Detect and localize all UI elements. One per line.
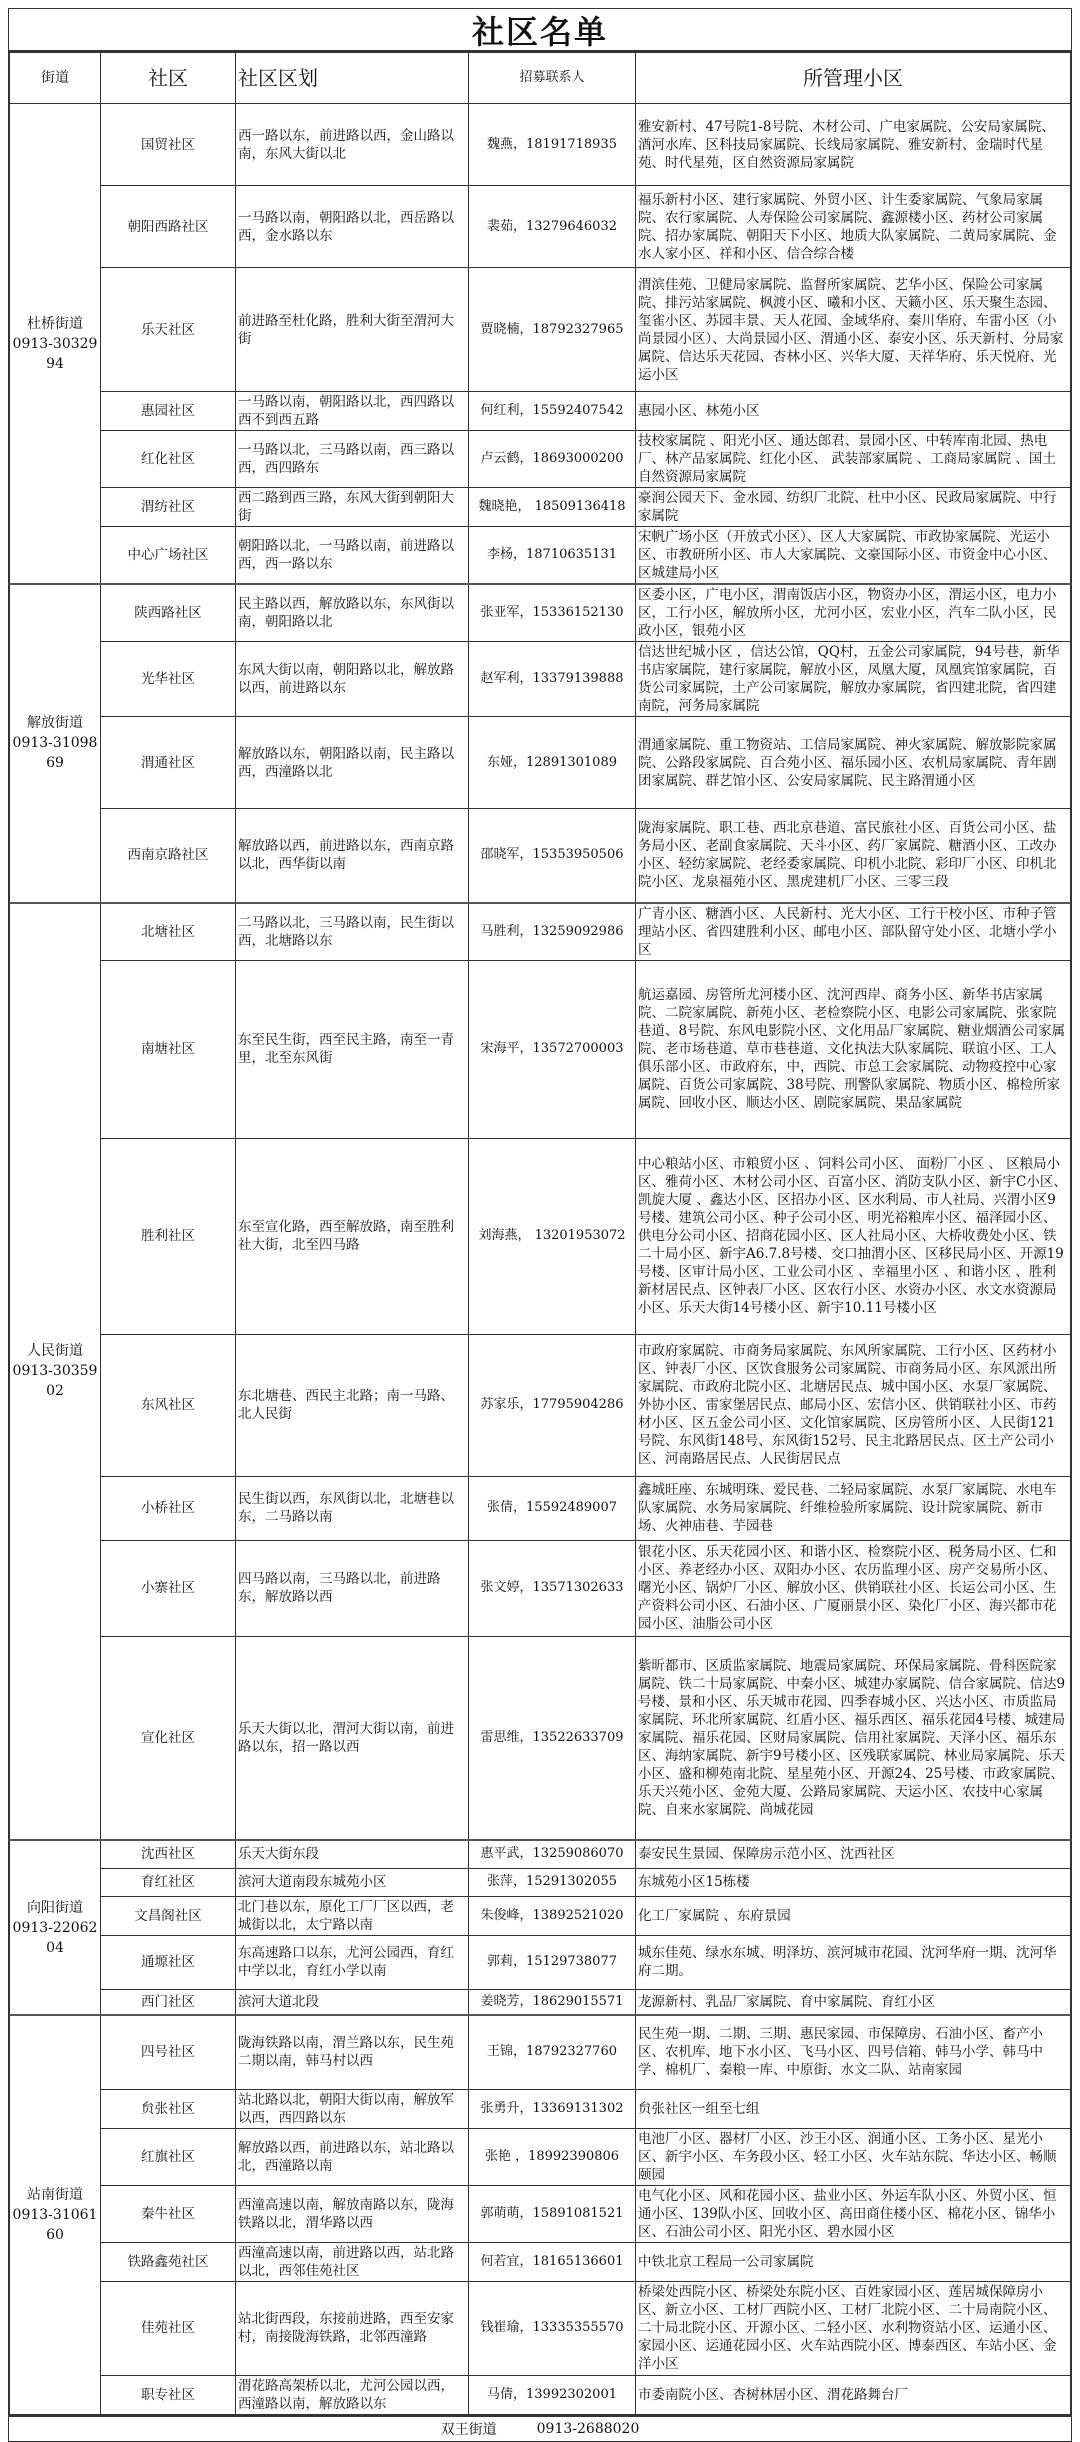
street-name: 杜桥街道 (27, 315, 83, 332)
community-area: 东风大街以南，朝阳路以北，解放路以西，前进路以东 (236, 642, 469, 717)
table-row (10, 488, 1071, 527)
recruit-contact: 刘海燕， 13201953072 (469, 1138, 636, 1334)
community-area: 四马路以南，三马路以北，前进路东，解放路以西 (236, 1540, 469, 1636)
recruit-contact: 魏晓艳， 18509136418 (469, 488, 636, 527)
recruit-contact: 张艳 ，18992390806 (469, 2128, 636, 2185)
community-area: 西潼高速以南，解放南路以东，陇海铁路以北，渭华路以西 (236, 2185, 469, 2242)
community-name: 小桥社区 (101, 1476, 236, 1540)
managed-estates: 桥梁处西院小区、桥梁处东院小区、百姓家园小区、莲居城保障房小区、新立小区、工材厂西院小区、工材厂北院小区、二十局南院小区、二十局北院小区、开源小区、二轻小区、水利物资站小区、运通小区、家园小区、运通花园小区、火车站西院小区、博泰西区、车站小区、金洋小区 (636, 2281, 1071, 2375)
table-row (10, 431, 1071, 488)
table-row (10, 1989, 1071, 2015)
table-row (10, 584, 1071, 642)
community-area: 渭花路高架桥以北，尤河公园以西，西潼路以南，解放路以东 (236, 2375, 469, 2414)
managed-estates: 鑫城旺座、东城明珠、爱民巷、二轻局家属院、水泵厂家属院、水电车队家属院、水务局家属院、纤维检验所家属院、设计院家属院、新市场、火神庙巷、芋园巷 (636, 1476, 1071, 1540)
table-row (10, 717, 1071, 809)
table-row (10, 1334, 1071, 1476)
managed-estates: 技校家属院 、阳光小区、通达郎君、景园小区、中转库南北园、热电厂、林产品家属院、红化小区、 武装部家属院 、工商局家属院 、国土自然资源局家属院 (636, 431, 1071, 488)
street-name: 人民街道 (27, 1343, 83, 1360)
community-name: 乐天社区 (101, 268, 236, 392)
recruit-contact: 马胜利，13259092986 (469, 903, 636, 961)
recruit-contact: 何若宜，18165136601 (469, 2242, 636, 2281)
managed-estates: 化工厂家属院 、东府景园 (636, 1896, 1071, 1935)
community-area: 东高速路口以东，尤河公园西，育红中学以北，育红小学以南 (236, 1935, 469, 1989)
street-name: 站南街道 (27, 2186, 83, 2203)
community-name: 红旗社区 (101, 2128, 236, 2185)
header-area: 社区区划 (236, 53, 469, 104)
table-row (10, 809, 1071, 903)
page-title: 社区名单 (9, 9, 1071, 52)
managed-estates: 惠园小区、林苑小区 (636, 392, 1071, 431)
managed-estates: 贠张社区一组至七组 (636, 2089, 1071, 2128)
recruit-contact: 姜晓芳，18629015571 (469, 1989, 636, 2015)
managed-estates: 民生苑一期、二期、三期、惠民家园、市保障房、石油小区、畜产小区、农机库、地下水小区、飞马小区、四号信箱、韩马小学、韩马中学、棉机厂、秦粮一库、中原街、水文二队、站南家园 (636, 2015, 1071, 2089)
recruit-contact: 邵晓军，15353950506 (469, 809, 636, 903)
table-row (10, 1540, 1071, 1636)
street-name: 解放街道 (27, 715, 83, 732)
community-name: 沈西社区 (101, 1840, 236, 1868)
street-cell (10, 104, 101, 585)
managed-estates: 陇海家属院、职工巷、西北京巷道、富民旅社小区、百货公司小区、盐务局小区、老副食家属院、天斗小区、药厂家属院、糖酒小区、工改办小区、轻纺家属院、老经委家属院、印机小北院、彩印厂小区、印机北院小区、龙泉福苑小区、黑虎建机厂小区、三零三段 (636, 809, 1071, 903)
recruit-contact: 魏燕，18191718935 (469, 104, 636, 186)
recruit-contact: 张勇升，13369131302 (469, 2089, 636, 2128)
community-area: 西一路以东，前进路以西，金山路以南，东风大街以北 (236, 104, 469, 186)
community-area: 东至宣化路，西至解放路，南至胜利社大街，北至四马路 (236, 1138, 469, 1334)
table-header-row (10, 53, 1071, 104)
community-name: 佳苑社区 (101, 2281, 236, 2375)
street-phone: 0913-3106160 (12, 2206, 98, 2243)
community-name: 西南京路社区 (101, 809, 236, 903)
recruit-contact: 宋海平，13572700003 (469, 960, 636, 1138)
managed-estates: 东城苑小区15栋楼 (636, 1868, 1071, 1896)
table-row (10, 527, 1071, 585)
table-row (10, 1636, 1071, 1840)
managed-estates: 渭滨佳苑、卫健局家属院、监督所家属院、艺华小区、保险公司家属院、排污站家属院、枫渡小区、曦和小区、天籁小区、乐天聚生态园、玺雀小区、苏园丰景、天人花园、金域华府、秦川华府、车雷小区（小尚景园小区）、大尚景园小区、渭通小区、泰安小区、乐天新村、分局家属院、信达乐天花园、杏林小区、兴华大厦、天祥华府、乐天悦府、光运小区 (636, 268, 1071, 392)
table-body (10, 104, 1071, 2415)
recruit-contact: 张文婷，13571302633 (469, 1540, 636, 1636)
recruit-contact: 卢云鹤，18693000200 (469, 431, 636, 488)
community-name: 宣化社区 (101, 1636, 236, 1840)
community-name: 小寨社区 (101, 1540, 236, 1636)
community-name: 国贸社区 (101, 104, 236, 186)
table-row (10, 186, 1071, 268)
table-row (10, 1138, 1071, 1334)
managed-estates: 渭通家属院、重工物资站、工信局家属院、神火家属院、解放影院家属院、公路段家属院、百合苑小区、福乐园小区、农机局家属院、青年剧团家属院、群艺馆小区、公安局家属院、民主路渭通小区 (636, 717, 1071, 809)
table-row (10, 2185, 1071, 2242)
header-community: 社区 (101, 53, 236, 104)
managed-estates: 雅安新村、47号院1-8号院、木材公司、广电家属院、公安局家属院、湭河水库、区科技局家属院、长线局家属院、雅安新村、金瑞时代星苑、时代星苑，区自然资源局家属院 (636, 104, 1071, 186)
community-name: 朝阳西路社区 (101, 186, 236, 268)
managed-estates: 市政府家属院、市商务局家属院、东风所家属院、工行小区、区药材小区、钟表厂小区、区饮食服务公司家属院、市商务局小区、东风派出所家属院、市政府北院小区、北塘居民点、城中国小区、水泵厂家属院、外协小区、雷家堡居民点、邮局小区、宏信小区、供销联社小区、市药材小区、区五金公司小区、文化馆家属院、区房管所小区、人民街121号院、东风街148号、东风街152号、民主北路居民点、区土产公司小区、河南路居民点、人民街居民点 (636, 1334, 1071, 1476)
community-table (9, 52, 1071, 2415)
managed-estates: 广青小区、糖酒小区、人民新村、光大小区、工行干校小区、市种子管理站小区、省四建胜利小区、邮电小区、部队留守处小区、北塘小学小区 (636, 903, 1071, 961)
community-name: 东风社区 (101, 1334, 236, 1476)
managed-estates: 电气化小区、风和花园小区、盐业小区、外运车队小区、外贸小区、恒通小区、139队小区、回收小区、高田商住楼小区、棉花小区、锦华小区、石油公司小区、阳光小区、碧水园小区 (636, 2185, 1071, 2242)
community-name: 惠园社区 (101, 392, 236, 431)
community-area: 西潼高速以南，前进路以西，站北路以北，西邻佳苑社区 (236, 2242, 469, 2281)
managed-estates: 信达世纪城小区 ，信达公馆，QQ村，五金公司家属院，94号巷，新华书店家属院，建行家属院，解放小区，凤凰大厦，凤凰宾馆家属院，百货公司家属院，土产公司家属院，解放办家属院，省四建北院，省四建南院，河务局家属院 (636, 642, 1071, 717)
community-area: 前进路至杜化路，胜利大街至渭河大街 (236, 268, 469, 392)
recruit-contact: 赵军利，13379139888 (469, 642, 636, 717)
footer-street: 双王街道 (440, 2421, 497, 2438)
street-phone: 0913-3035902 (12, 1363, 98, 1400)
community-name: 铁路鑫苑社区 (101, 2242, 236, 2281)
recruit-contact: 贾晓楠，18792327965 (469, 268, 636, 392)
header-estates: 所管理小区 (636, 53, 1071, 104)
street-phone: 0913-2206204 (12, 1919, 98, 1956)
table-row (10, 1896, 1071, 1935)
table-row (10, 1476, 1071, 1540)
recruit-contact: 马倩，13992302001 (469, 2375, 636, 2414)
community-list-sheet (8, 8, 1072, 2442)
community-area: 一马路以南，朝阳路以北，西岳路以西，金水路以东 (236, 186, 469, 268)
table-row (10, 2089, 1071, 2128)
header-street: 街道 (10, 53, 101, 104)
recruit-contact: 何红利，15592407542 (469, 392, 636, 431)
managed-estates: 福乐新村小区、建行家属院、外贸小区、计生委家属院、气象局家属院、农行家属院、人寿保险公司家属院、鑫源楼小区、药材公司家属院、招办家属院、朝阳天下小区、地质大队家属院、二黄局家属院、金水人家小区、祥和小区、信合综合楼 (636, 186, 1071, 268)
managed-estates: 市委南院小区、杏树林居小区、渭花路舞台厂 (636, 2375, 1071, 2414)
street-phone: 0913-3109869 (12, 735, 98, 772)
community-name: 陕西路社区 (101, 584, 236, 642)
recruit-contact: 钱崔瑜，13335355570 (469, 2281, 636, 2375)
table-row (10, 1935, 1071, 1989)
table-row (10, 960, 1071, 1138)
community-area: 朝阳路以北，一马路以南，前进路以西，西一路以东 (236, 527, 469, 585)
recruit-contact: 李杨，18710635131 (469, 527, 636, 585)
community-area: 滨河大道南段东城苑小区 (236, 1868, 469, 1896)
community-area: 二马路以北，三马路以南，民生街以西，北塘路以东 (236, 903, 469, 961)
managed-estates: 电池厂小区、器材厂小区、沙王小区、润通小区、工务小区、星光小区、新宇小区、车务段小区、轻工小区、火车站东院、华达小区、畅顺颐园 (636, 2128, 1071, 2185)
recruit-contact: 张倩，15592489007 (469, 1476, 636, 1540)
community-area: 东北塘巷、西民主北路；南一马路、北人民街 (236, 1334, 469, 1476)
community-name: 红化社区 (101, 431, 236, 488)
recruit-contact: 雷思维，13522633709 (469, 1636, 636, 1840)
managed-estates: 城东佳苑、绿水东城、明泽坊、滨河城市花园、沈河华府一期、沈河华府二期。 (636, 1935, 1071, 1989)
recruit-contact: 朱俊峰，13892521020 (469, 1896, 636, 1935)
street-cell (10, 1840, 101, 2015)
community-name: 育红社区 (101, 1868, 236, 1896)
table-row (10, 1868, 1071, 1896)
managed-estates: 宋帆广场小区（开放式小区）、区人大家属院、市政协家属院、光运小区、市教研所小区、市人大家属院、文豪国际小区、市资金中心小区、区城建局小区 (636, 527, 1071, 585)
street-cell (10, 903, 101, 1841)
community-name: 胜利社区 (101, 1138, 236, 1334)
recruit-contact: 王锦，18792327760 (469, 2015, 636, 2089)
table-row (10, 392, 1071, 431)
community-name: 四号社区 (101, 2015, 236, 2089)
community-area: 滨河大道北段 (236, 1989, 469, 2015)
table-row (10, 1840, 1071, 1868)
managed-estates: 中心粮站小区、市粮贸小区 、饲料公司小区、 面粉厂小区 、 区粮局小区、雅荷小区、木材公司小区、百富小区、消防支队小区、新宇C小区、凯旋大厦 、鑫达小区、区招办小区、区水利局、市人社局、兴渭小区9号楼、建筑公司小区、种子公司小区、明光裕粮库小区、福泽园小区、供电分公司小区、招商花园小区、区人社局小区、大桥收费处小区、铁二十局小区、新宇A6.7.8号楼、交口抽渭小区、区移民局小区、开源19号楼、区审计局小区、工业公司小区 、幸福里小区 、和谐小区 、胜利新材居民点、区钟表厂小区、区农行小区、水资办小区、水文水资源局小区、乐天大街14号楼小区、新宇10.11号楼小区 (636, 1138, 1071, 1334)
community-area: 东至民生街，西至民主路，南至一青里，北至东风街 (236, 960, 469, 1138)
community-area: 陇海铁路以南，渭兰路以东，民生苑二期以南，韩马村以西 (236, 2015, 469, 2089)
recruit-contact: 惠平武，13259086070 (469, 1840, 636, 1868)
community-name: 西门社区 (101, 1989, 236, 2015)
table-row (10, 2015, 1071, 2089)
community-area: 解放路以西，前进路以东，西南京路以北，西华街以南 (236, 809, 469, 903)
table-row (10, 642, 1071, 717)
recruit-contact: 张萍，15291302055 (469, 1868, 636, 1896)
recruit-contact: 裴茹，13279646032 (469, 186, 636, 268)
footer-row (9, 2415, 1071, 2441)
community-area: 一马路以北，三马路以南，西三路以西，西四路东 (236, 431, 469, 488)
recruit-contact: 张亚军，15336152130 (469, 584, 636, 642)
community-area: 站北街西段，东接前进路，西至安家村，南接陇海铁路，北邻西潼路 (236, 2281, 469, 2375)
recruit-contact: 郭莉，15129738077 (469, 1935, 636, 1989)
community-area: 解放路以东，朝阳路以南，民主路以西，西潼路以北 (236, 717, 469, 809)
footer-phone: 0913-2688020 (536, 2420, 640, 2437)
table-row (10, 903, 1071, 961)
managed-estates: 龙源新村、乳品厂家属院、育中家属院、育红小区 (636, 1989, 1071, 2015)
street-phone: 0913-3032994 (12, 335, 98, 372)
community-name: 中心广场社区 (101, 527, 236, 585)
street-name: 向阳街道 (27, 1899, 83, 1916)
recruit-contact: 郭萌萌，15891081521 (469, 2185, 636, 2242)
table-row (10, 2281, 1071, 2375)
table-row (10, 2242, 1071, 2281)
table-row (10, 2128, 1071, 2185)
managed-estates: 航运嘉园、房管所尤河楼小区、沈河西岸、商务小区、新华书店家属院、二院家属院、新苑小区、老检察院小区、电影公司家属院、张家院巷道、8号院、东风电影院小区、文化用品厂家属院、糖业烟酒公司家属院、老市场巷道、草市巷巷道、文化执法大队家属院、联谊小区、工人俱乐部小区、市政府东，中，西院、市总工会家属院、动物疫控中心家属院、百货公司家属院、38号院、刑警队家属院、物质小区、棉检所家属院、回收小区、顺达小区、剧院家属院、果品家属院 (636, 960, 1071, 1138)
community-name: 渭通社区 (101, 717, 236, 809)
table-row (10, 104, 1071, 186)
community-area: 站北路以北，朝阳大街以南，解放军以西，西四路以东 (236, 2089, 469, 2128)
community-name: 北塘社区 (101, 903, 236, 961)
community-name: 秦牛社区 (101, 2185, 236, 2242)
table-row (10, 2375, 1071, 2414)
managed-estates: 中铁北京工程局一公司家属院 (636, 2242, 1071, 2281)
community-name: 渭纺社区 (101, 488, 236, 527)
community-area: 一马路以南，朝阳路以北，西四路以西不到西五路 (236, 392, 469, 431)
community-area: 民生街以西，东风街以北，北塘巷以东，二马路以南 (236, 1476, 469, 1540)
community-name: 文昌阁社区 (101, 1896, 236, 1935)
recruit-contact: 苏家乐，17795904286 (469, 1334, 636, 1476)
community-name: 光华社区 (101, 642, 236, 717)
table-row (10, 268, 1071, 392)
community-area: 北门巷以东，原化工厂厂区以西，老城街以北，太宁路以南 (236, 1896, 469, 1935)
community-area: 解放路以西，前进路以东，站北路以北，西潼路以南 (236, 2128, 469, 2185)
community-name: 贠张社区 (101, 2089, 236, 2128)
street-cell (10, 2015, 101, 2414)
community-name: 职专社区 (101, 2375, 236, 2414)
managed-estates: 区委小区，广电小区，渭南饭店小区，物资办小区，渭运小区，电力小区，工行小区，解放所小区，尤河小区，宏业小区，汽车二队小区，民政小区，银苑小区 (636, 584, 1071, 642)
community-area: 民主路以西，解放路以东，东风街以南，朝阳路以北 (236, 584, 469, 642)
street-cell (10, 584, 101, 903)
managed-estates: 豪润公园天下、金水园、纺织厂北院、杜中小区、民政局家属院、中行家属院 (636, 488, 1071, 527)
community-area: 西二路到西三路，东风大街到朝阳大街 (236, 488, 469, 527)
managed-estates: 紫昕都市、区质监家属院、地震局家属院、环保局家属院、骨科医院家属院、铁二十局家属院、中秦小区、城建办家属院、信合家属院、信达9号楼、景和小区、乐天城市花园、四季春城小区、兴达小区、市质监局家属院、环北所家属院、红盾小区、福乐西区、福乐花园4号楼、城建局家属院、福乐花园、区财局家属院、信用社家属院、天泽小区、福乐东区、海纳家属院、新宇9号楼小区、区残联家属院、林业局家属院、乐天小区、盛和柳苑南北院、星星苑小区、开源24、25号楼、市政家属院、乐天兴苑小区、金苑大厦、公路局家属院、天运小区、农技中心家属院、自来水家属院、尚城花园 (636, 1636, 1071, 1840)
managed-estates: 泰安民生景园、保障房示范小区、沈西社区 (636, 1840, 1071, 1868)
managed-estates: 银花小区、乐天花园小区、和谐小区、检察院小区、税务局小区、仁和小区、养老经办小区、双阳办小区、农历监理小区、房产交易所小区、曙光小区、锅炉厂小区、解放小区、供销联社小区、长运公司小区、生产资料公司小区、石油小区、广厦丽景小区、染化厂小区、海兴都市花园小区、油脂公司小区 (636, 1540, 1071, 1636)
community-name: 通塬社区 (101, 1935, 236, 1989)
header-contact: 招募联系人 (469, 53, 636, 104)
community-area: 乐天大街以北，渭河大街以南，前进路以东，招一路以西 (236, 1636, 469, 1840)
community-area: 乐天大街东段 (236, 1840, 469, 1868)
community-name: 南塘社区 (101, 960, 236, 1138)
recruit-contact: 东娅，12891301089 (469, 717, 636, 809)
